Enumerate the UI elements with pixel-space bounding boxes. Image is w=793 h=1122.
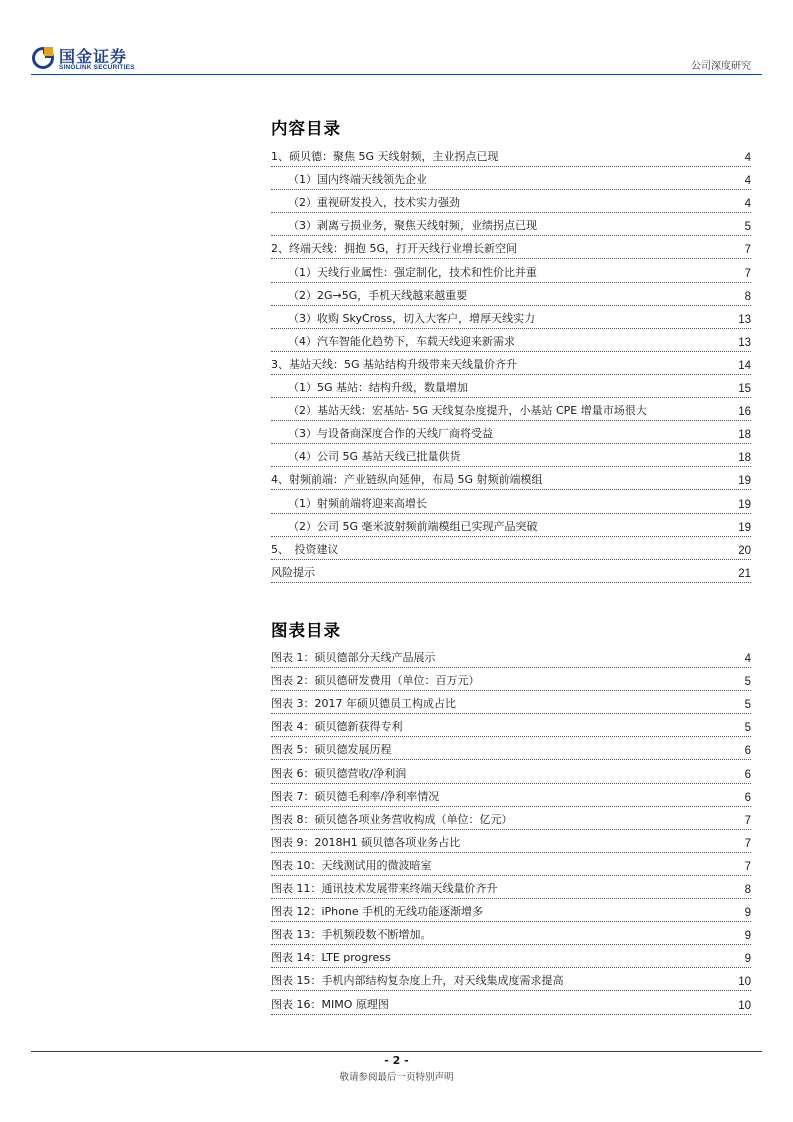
toc-entry-title: 图表 15：手机内部结构复杂度上升，对天线集成度需求提高 (271, 974, 564, 988)
toc-entry[interactable] (271, 490, 751, 513)
toc-entry-title: 图表 4：硕贝德新获得专利 (271, 720, 403, 734)
toc-entry-title: 2、终端天线：拥抱 5G，打开天线行业增长新空间 (271, 242, 518, 256)
toc-entry-title: 图表 3：2017 年硕贝德员工构成占比 (271, 697, 456, 711)
toc-entry-title: （3）与设备商深度合作的天线厂商将受益 (271, 425, 495, 441)
toc-entry-title: 3、基站天线：5G 基站结构升级带来天线量价齐升 (271, 357, 518, 371)
toc-entry[interactable] (271, 444, 751, 467)
toc-entry-page: 7 (744, 860, 751, 873)
toc-entry-page: 18 (738, 452, 751, 465)
toc-entry-title: 5、 投资建议 (271, 542, 339, 556)
figures-list (271, 645, 751, 1015)
toc-entry-page: 10 (738, 976, 751, 989)
toc-entry-title: （3）剥离亏损业务，聚焦天线射频，业绩拐点已现 (271, 217, 539, 233)
toc-entry-title: 图表 10：天线测试用的微波暗室 (271, 858, 432, 872)
contents-title: 内容目录 (271, 119, 341, 138)
toc-entry[interactable] (271, 167, 751, 190)
logo-chinese-name: 国金证券 (59, 47, 128, 66)
toc-entry-title: （1）天线行业属性：强定制化，技术和性价比并重 (271, 264, 539, 280)
toc-entry-page: 16 (738, 406, 751, 419)
toc-entry-title: （1）射频前端将迎来高增长 (271, 495, 429, 511)
toc-entry-page: 14 (738, 359, 751, 372)
toc-entry-page: 5 (744, 676, 751, 689)
toc-entry-page: 19 (738, 475, 751, 488)
toc-entry-page: 9 (744, 930, 751, 943)
toc-entry[interactable] (271, 352, 751, 375)
toc-entry[interactable] (271, 421, 751, 444)
toc-entry-title: 图表 6：硕贝德营收/净利润 (271, 766, 407, 780)
toc-entry[interactable] (271, 236, 751, 259)
document-type: 公司深度研究 (691, 61, 751, 72)
toc-entry[interactable] (271, 283, 751, 306)
toc-entry-page: 8 (744, 884, 751, 897)
logo-mark-icon (31, 44, 55, 72)
toc-entry-title: （4）公司 5G 基站天线已批量供货 (271, 448, 463, 464)
toc-entry-title: （2）重视研发投入，技术实力强劲 (271, 194, 462, 210)
toc-entry-page: 13 (738, 336, 751, 349)
toc-entry-page: 4 (744, 653, 751, 666)
disclaimer-note: 敬请参阅最后一页特别声明 (339, 1072, 454, 1083)
toc-entry-page: 5 (744, 722, 751, 735)
toc-entry-title: 图表 12：iPhone 手机的无线功能逐渐增多 (271, 905, 484, 919)
toc-entry[interactable] (271, 899, 751, 922)
toc-entry-page: 9 (744, 953, 751, 966)
toc-entry[interactable] (271, 514, 751, 537)
toc-entry-title: （2）2G→5G，手机天线越来越重要 (271, 287, 469, 303)
toc-entry-title: 图表 14：LTE progress (271, 951, 391, 965)
toc-entry-title: 图表 11：通讯技术发展带来终端天线量价齐升 (271, 882, 498, 896)
toc-entry[interactable] (271, 945, 751, 968)
toc-entry[interactable] (271, 398, 751, 421)
toc-entry[interactable] (271, 991, 751, 1014)
toc-entry[interactable] (271, 807, 751, 830)
toc-entry-title: 图表 2：硕贝德研发费用（单位：百万元） (271, 674, 480, 688)
toc-entry-page: 7 (744, 267, 751, 280)
toc-entry-page: 20 (738, 544, 751, 557)
toc-entry[interactable] (271, 560, 751, 583)
toc-entry-page: 7 (744, 244, 751, 257)
toc-entry-page: 18 (738, 429, 751, 442)
toc-entry-page: 15 (738, 383, 751, 396)
toc-entry-page: 10 (738, 999, 751, 1012)
toc-entry[interactable] (271, 190, 751, 213)
toc-entry-page: 5 (744, 699, 751, 712)
header-divider (31, 74, 762, 75)
toc-entry-title: 图表 7：硕贝德毛利率/净利率情况 (271, 789, 440, 803)
toc-entry[interactable] (271, 259, 751, 282)
toc-entry-page: 4 (744, 152, 751, 165)
toc-entry-page: 5 (744, 221, 751, 234)
toc-entry-title: （1）5G 基站：结构升级，数量增加 (271, 379, 470, 395)
toc-entry[interactable] (271, 853, 751, 876)
toc-entry-page: 19 (738, 498, 751, 511)
toc-entry-title: （1）国内终端天线领先企业 (271, 171, 429, 187)
logo-english-name: SINOLINK SECURITIES (59, 64, 135, 71)
toc-entry-title: （4）汽车智能化趋势下，车载天线迎来新需求 (271, 333, 517, 349)
toc-entry[interactable] (271, 737, 751, 760)
toc-entry-title: 风险提示 (271, 565, 315, 579)
toc-entry[interactable] (271, 876, 751, 899)
toc-entry-title: 图表 8：硕贝德各项业务营收构成（单位：亿元） (271, 812, 513, 826)
toc-entry-page: 8 (744, 290, 751, 303)
figures-title: 图表目录 (271, 621, 341, 640)
toc-entry[interactable] (271, 144, 751, 167)
toc-entry[interactable] (271, 691, 751, 714)
toc-entry-page: 7 (744, 837, 751, 850)
toc-entry-title: 图表 5：硕贝德发展历程 (271, 743, 392, 757)
toc-entry-page: 6 (744, 745, 751, 758)
toc-entry[interactable] (271, 375, 751, 398)
toc-entry-page: 13 (738, 313, 751, 326)
toc-entry-page: 4 (744, 175, 751, 188)
toc-entry[interactable] (271, 213, 751, 236)
toc-entry-page: 9 (744, 907, 751, 920)
toc-entry[interactable] (271, 830, 751, 853)
toc-entry-page: 4 (744, 198, 751, 211)
toc-entry[interactable] (271, 645, 751, 668)
toc-entry[interactable] (271, 968, 751, 991)
toc-entry[interactable] (271, 784, 751, 807)
page-number: - 2 - (384, 1054, 409, 1067)
toc-entry-title: 1、硕贝德：聚焦 5G 天线射频，主业拐点已现 (271, 150, 499, 164)
toc-entry-page: 7 (744, 814, 751, 827)
toc-entry-page: 6 (744, 768, 751, 781)
toc-entry-title: 图表 13：手机频段数不断增加。 (271, 928, 432, 942)
contents-list (271, 144, 751, 583)
toc-entry-title: 图表 9：2018H1 硕贝德各项业务占比 (271, 835, 461, 849)
toc-entry-title: （2）基站天线：宏基站- 5G 天线复杂度提升，小基站 CPE 增量市场很大 (271, 402, 649, 418)
toc-entry-page: 6 (744, 791, 751, 804)
toc-entry[interactable] (271, 467, 751, 490)
toc-entry-page: 19 (738, 521, 751, 534)
toc-entry-title: （2）公司 5G 毫米波射频前端模组已实现产品突破 (271, 518, 540, 534)
toc-entry-title: 图表 16：MIMO 原理图 (271, 997, 389, 1011)
toc-entry-title: 4、射频前端：产业链纵向延伸，布局 5G 射频前端模组 (271, 473, 543, 487)
toc-entry[interactable] (271, 714, 751, 737)
toc-entry[interactable] (271, 922, 751, 945)
toc-entry[interactable] (271, 668, 751, 691)
toc-entry[interactable] (271, 329, 751, 352)
footer-divider (31, 1051, 762, 1052)
toc-entry[interactable] (271, 760, 751, 783)
toc-entry[interactable] (271, 537, 751, 560)
toc-entry-title: （3）收购 SkyCross，切入大客户，增厚天线实力 (271, 310, 537, 326)
toc-entry-page: 21 (738, 567, 751, 580)
toc-entry-title: 图表 1：硕贝德部分天线产品展示 (271, 651, 436, 665)
toc-entry[interactable] (271, 306, 751, 329)
